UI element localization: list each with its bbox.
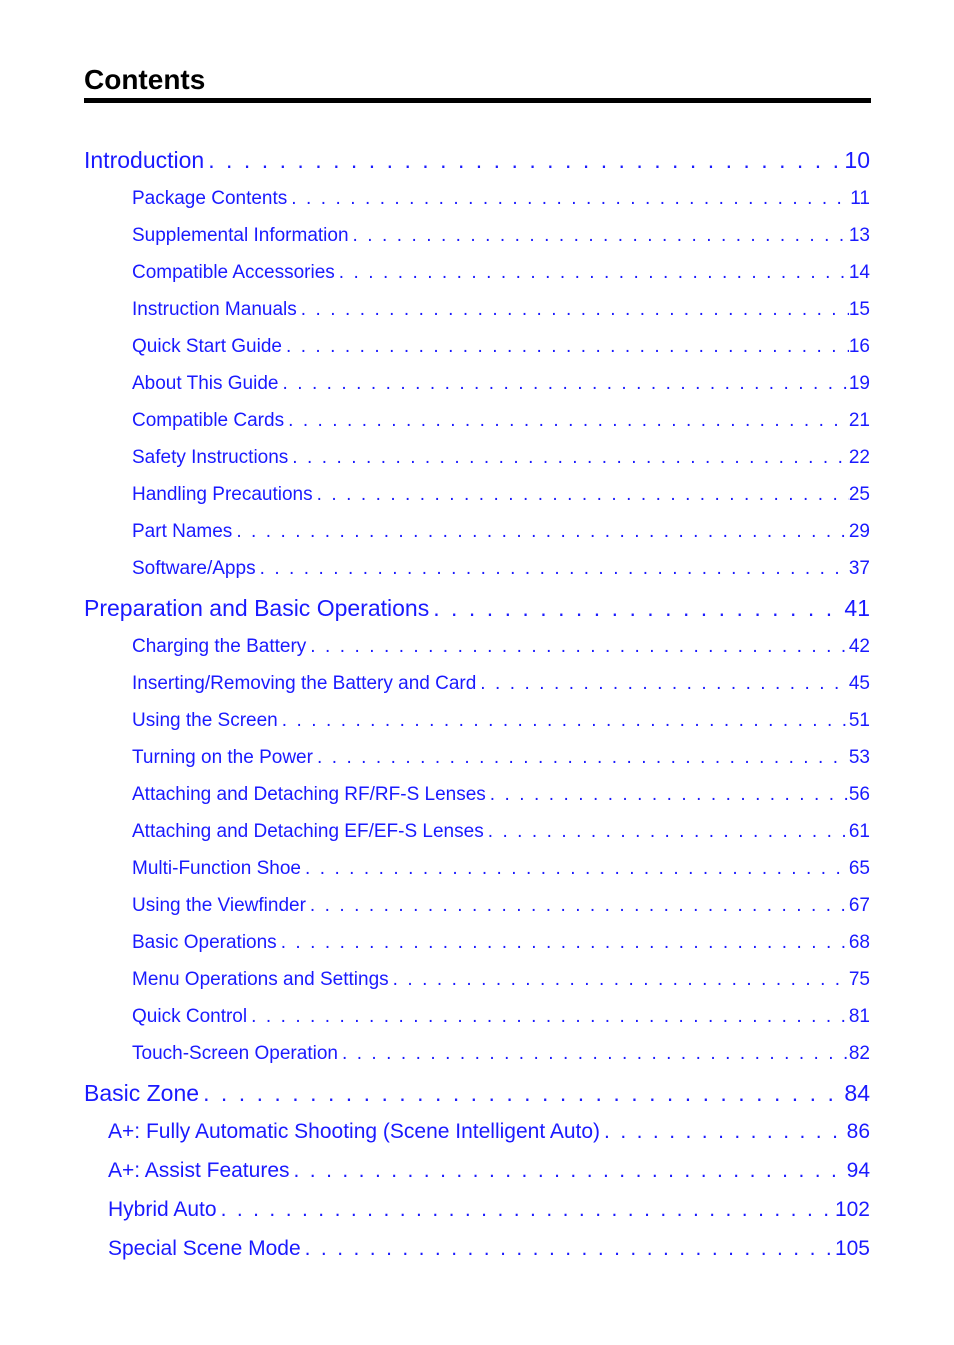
- toc-entry[interactable]: [132, 556, 870, 582]
- toc-entry-page-number: 51: [848, 710, 870, 731]
- toc-leader-dots: [278, 371, 848, 397]
- toc-entry-label: Using the Screen: [132, 710, 278, 731]
- toc-entry-label: Basic Zone: [84, 1080, 200, 1106]
- toc-entry-label: Inserting/Removing the Battery and Card: [132, 673, 477, 694]
- page-title: Contents: [84, 64, 206, 95]
- toc-entry[interactable]: [132, 445, 870, 471]
- toc-entry-page-number: 67: [848, 895, 870, 916]
- toc-entry-page-number: 29: [848, 521, 870, 542]
- toc-entry-label: Menu Operations and Settings: [132, 969, 389, 990]
- toc-entry-page-number: 86: [846, 1120, 870, 1143]
- toc-entry[interactable]: [132, 408, 870, 434]
- toc-entry[interactable]: [132, 371, 870, 397]
- toc-leader-dots: [204, 145, 844, 175]
- toc-entry-label: About This Guide: [132, 373, 279, 394]
- toc-leader-dots: [335, 260, 849, 286]
- toc-entry-page-number: 105: [834, 1237, 870, 1260]
- toc-leader-dots: [277, 930, 849, 956]
- toc-entry-label: Introduction: [84, 147, 205, 173]
- toc-leader-dots: [349, 223, 849, 249]
- toc-entry[interactable]: [132, 819, 870, 845]
- toc-leader-dots: [282, 334, 849, 360]
- toc-entry-page-number: 14: [848, 262, 870, 283]
- toc-entry-label: Quick Start Guide: [132, 336, 282, 357]
- toc-entry[interactable]: [132, 223, 870, 249]
- toc-entry[interactable]: [84, 1078, 870, 1108]
- title-rule: [84, 98, 871, 103]
- toc-entry-page-number: 94: [846, 1159, 870, 1182]
- toc-leader-dots: [429, 593, 844, 623]
- toc-leader-dots: [301, 856, 849, 882]
- toc-entry[interactable]: [132, 260, 870, 286]
- toc-entry-label: Compatible Accessories: [132, 262, 335, 283]
- toc-leader-dots: [290, 1157, 847, 1185]
- toc-entry-page-number: 10: [844, 147, 870, 173]
- toc-leader-dots: [287, 186, 850, 212]
- toc-entry-label: Software/Apps: [132, 558, 256, 579]
- toc-entry-page-number: 45: [848, 673, 870, 694]
- toc-entry-label: Compatible Cards: [132, 410, 285, 431]
- toc-entry-label: Charging the Battery: [132, 636, 307, 657]
- toc-entry[interactable]: [132, 967, 870, 993]
- toc-entry[interactable]: [132, 519, 870, 545]
- toc-entry-page-number: 25: [848, 484, 870, 505]
- toc-entry-page-number: 16: [848, 336, 870, 357]
- toc-entry[interactable]: [132, 297, 870, 323]
- toc-entry-label: Handling Precautions: [132, 484, 313, 505]
- toc-leader-dots: [313, 482, 849, 508]
- toc-leader-dots: [256, 556, 849, 582]
- toc-entry-label: Supplemental Information: [132, 225, 349, 246]
- toc-leader-dots: [199, 1078, 844, 1108]
- toc-entry-page-number: 11: [850, 188, 870, 209]
- toc-entry-label: Instruction Manuals: [132, 299, 297, 320]
- toc-entry[interactable]: [132, 1004, 870, 1030]
- toc-entry[interactable]: [132, 334, 870, 360]
- toc-entry-label: Attaching and Detaching RF/RF-S Lenses: [132, 784, 486, 805]
- toc-entry-label: Package Contents: [132, 188, 288, 209]
- toc-leader-dots: [217, 1196, 835, 1224]
- toc-entry-label: Special Scene Mode: [108, 1237, 301, 1260]
- toc-entry-page-number: 13: [848, 225, 870, 246]
- toc-leader-dots: [484, 819, 849, 845]
- toc-leader-dots: [232, 519, 849, 545]
- toc-leader-dots: [288, 445, 849, 471]
- toc-entry[interactable]: [108, 1157, 870, 1185]
- toc-entry-label: Multi-Function Shoe: [132, 858, 301, 879]
- toc-entry-page-number: 61: [848, 821, 870, 842]
- toc-entry-label: Basic Operations: [132, 932, 277, 953]
- toc-entry[interactable]: [84, 145, 870, 175]
- toc-leader-dots: [306, 634, 849, 660]
- toc-entry[interactable]: [132, 893, 870, 919]
- toc-entry-page-number: 41: [844, 595, 870, 621]
- toc-entry-page-number: 84: [844, 1080, 870, 1106]
- toc-entry-label: Preparation and Basic Operations: [84, 595, 430, 621]
- toc-entry-page-number: 19: [848, 373, 870, 394]
- toc-leader-dots: [600, 1118, 847, 1146]
- toc-leader-dots: [389, 967, 849, 993]
- toc-leader-dots: [476, 671, 849, 697]
- toc-entry-label: Part Names: [132, 521, 233, 542]
- toc-entry-label: Using the Viewfinder: [132, 895, 306, 916]
- toc-leader-dots: [297, 297, 849, 323]
- toc-entry[interactable]: [132, 930, 870, 956]
- toc-leader-dots: [247, 1004, 849, 1030]
- toc-entry[interactable]: [132, 782, 870, 808]
- toc-entry-label: A+: Assist Features: [108, 1159, 290, 1182]
- toc-entry-page-number: 65: [848, 858, 870, 879]
- toc-leader-dots: [306, 893, 849, 919]
- toc-entry-label: Turning on the Power: [132, 747, 313, 768]
- toc-entry[interactable]: [132, 671, 870, 697]
- toc-entry[interactable]: [108, 1196, 870, 1224]
- toc-leader-dots: [278, 708, 849, 734]
- toc-entry[interactable]: [108, 1118, 870, 1146]
- toc-entry-label: Touch-Screen Operation: [132, 1043, 338, 1064]
- toc-entry[interactable]: [132, 186, 870, 212]
- toc-leader-dots: [313, 745, 849, 771]
- toc-leader-dots: [338, 1041, 849, 1067]
- toc-entry[interactable]: [132, 745, 870, 771]
- toc-entry-page-number: 56: [848, 784, 870, 805]
- toc-entry-page-number: 42: [848, 636, 870, 657]
- toc-leader-dots: [284, 408, 849, 434]
- toc-entry-page-number: 82: [848, 1043, 870, 1064]
- toc-entry-page-number: 75: [848, 969, 870, 990]
- toc-entry[interactable]: [84, 593, 870, 623]
- toc-entry-label: Quick Control: [132, 1006, 248, 1027]
- toc-leader-dots: [486, 782, 849, 808]
- toc-entry-page-number: 68: [848, 932, 870, 953]
- toc-entry-page-number: 53: [848, 747, 870, 768]
- toc-entry-page-number: 15: [848, 299, 870, 320]
- toc-entry[interactable]: [132, 708, 870, 734]
- toc-entry-page-number: 37: [848, 558, 870, 579]
- toc-entry-label: Attaching and Detaching EF/EF-S Lenses: [132, 821, 484, 842]
- toc-entry[interactable]: [132, 634, 870, 660]
- toc-entry[interactable]: [132, 482, 870, 508]
- toc-entry-label: Safety Instructions: [132, 447, 289, 468]
- toc-entry[interactable]: [108, 1235, 870, 1263]
- toc-entry-page-number: 22: [848, 447, 870, 468]
- toc-entry-page-number: 21: [848, 410, 870, 431]
- toc-entry[interactable]: [132, 1041, 870, 1067]
- toc-entry-label: A+: Fully Automatic Shooting (Scene Intelligent Auto): [108, 1120, 601, 1143]
- toc-leader-dots: [301, 1235, 835, 1263]
- toc-entry-page-number: 102: [834, 1198, 870, 1221]
- toc-entry-label: Hybrid Auto: [108, 1198, 217, 1221]
- toc-entry-page-number: 81: [848, 1006, 870, 1027]
- toc-entry[interactable]: [132, 856, 870, 882]
